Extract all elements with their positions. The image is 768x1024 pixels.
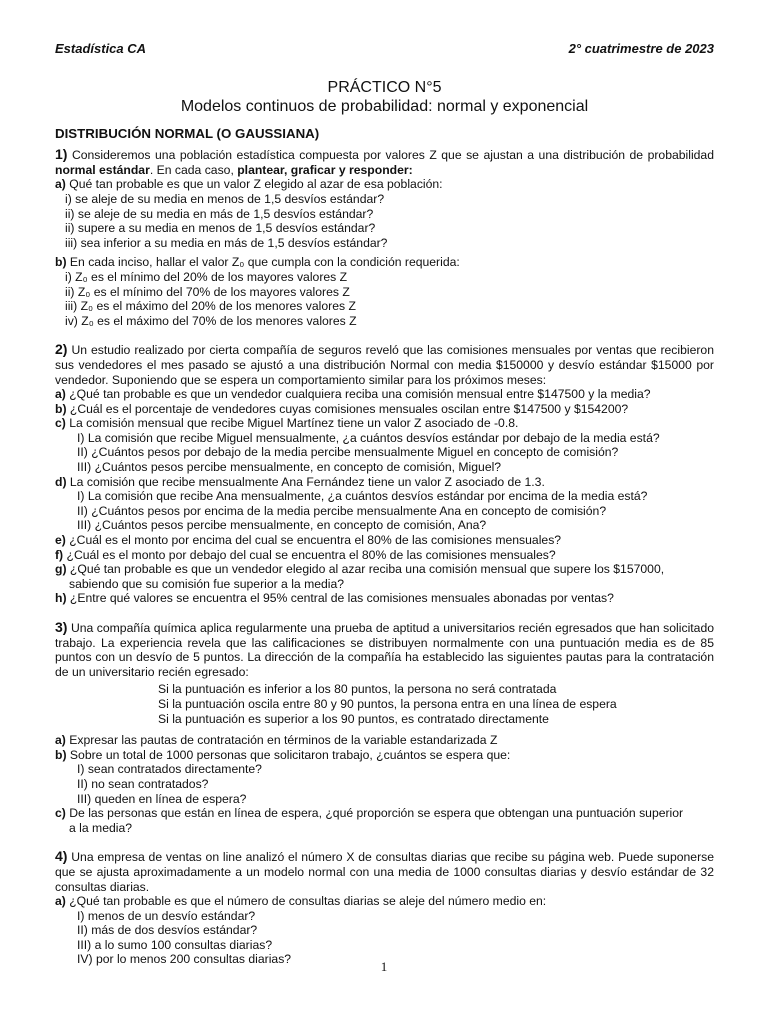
problem-2f: f) ¿Cuál es el monto por debajo del cual se encuentra el 80% de las comisiones mensuales?	[55, 547, 556, 562]
problem-3a: a) Expresar las pautas de contratación en términos de la variable estandarizada Z	[55, 733, 498, 748]
list-item: II) no sean contratados?	[77, 776, 209, 791]
page-subtitle: Modelos continuos de probabilidad: normal y exponencial	[180, 97, 589, 115]
list-item: ii) Z₀ es el mínimo del 70% de los mayores valores Z	[65, 284, 350, 299]
list-item: i) Z₀ es el mínimo del 20% de los mayores valores Z	[65, 269, 348, 284]
problem-2g-cont: sabiendo que su comisión fue superior a la media?	[69, 576, 345, 591]
problem-1b: b) En cada inciso, hallar el valor Z₀ que cumpla con la condición requerida:	[55, 255, 460, 270]
problem-1a: a) Qué tan probable es que un valor Z elegido al azar de esa población:	[55, 177, 443, 192]
list-item: III) a lo sumo 100 consultas diarias?	[77, 937, 273, 952]
problem-2g: g) ¿Qué tan probable es que un vendedor elegido al azar reciba una comisión mensual que supere los $157000,	[55, 562, 665, 577]
page-number: 1	[380, 959, 388, 974]
list-item: i) se aleje de su media en menos de 1,5 desvíos estándar?	[65, 191, 385, 206]
list-item: I) La comisión que recibe Miguel mensualmente, ¿a cuántos desvíos estándar por debajo de la media está?	[77, 430, 660, 445]
problem-2c: c) La comisión mensual que recibe Miguel Martínez tiene un valor Z asociado de -0.8.	[55, 416, 519, 431]
list-item: I) La comisión que recibe Ana mensualmente, ¿a cuántos desvíos estándar por encima de la media está?	[77, 489, 648, 504]
course-name: Estadística CA	[55, 41, 147, 56]
problem-2d: d) La comisión que recibe mensualmente Ana Fernández tiene un valor Z asociado de 1.3.	[55, 474, 545, 489]
header	[55, 42, 714, 57]
document-page	[55, 42, 714, 967]
list-item: II) ¿Cuántos pesos por encima de la media percibe mensualmente Ana en concepto de comisión?	[77, 503, 607, 518]
page-title: PRÁCTICO N°5	[327, 78, 442, 96]
list-item: iii) sea inferior a su media en más de 1,5 desvíos estándar?	[65, 235, 388, 250]
list-item: ii) se aleje de su media en más de 1,5 desvíos estándar?	[65, 206, 374, 221]
list-item: iv) Z₀ es el máximo del 70% de los menores valores Z	[65, 313, 357, 328]
list-item: I) menos de un desvío estándar?	[77, 908, 256, 923]
list-item: II) ¿Cuántos pesos por debajo de la media percibe mensualmente Miguel en concepto de comisión?	[77, 445, 619, 460]
problem-3b: b) Sobre un total de 1000 personas que solicitaron trabajo, ¿cuántos se espera que:	[55, 747, 511, 762]
list-item: III) ¿Cuántos pesos percibe mensualmente, en concepto de comisión, Ana?	[77, 518, 487, 533]
problem-4-intro: 4) Una empresa de ventas on line analizó el número X de consultas diarias que recibe su página web. Puede suponerse que se ajusta aproximadamente a un modelo normal con una media de 1000 consultas diarias y desvío estándar de 32 consultas diarias.	[55, 848, 714, 894]
problem-2h: h) ¿Entre qué valores se encuentra el 95% central de las comisiones mensuales abonadas por ventas?	[55, 591, 614, 606]
problem-2a: a) ¿Qué tan probable es que un vendedor cualquiera reciba una comisión mensual entre $147500 y la media?	[55, 387, 651, 402]
problem-2e: e) ¿Cuál es el monto por encima del cual se encuentra el 80% de las comisiones mensuales?	[55, 533, 562, 548]
problem-4a: a) ¿Qué tan probable es que el número de consultas diarias se aleje del número medio en:	[55, 894, 547, 909]
term: 2° cuatrimestre de 2023	[568, 41, 714, 56]
list-item: II) más de dos desvíos estándar?	[77, 923, 258, 938]
hiring-rules	[55, 682, 714, 726]
list-item: iii) Z₀ es el máximo del 20% de los menores valores Z	[65, 299, 356, 314]
problem-2b: b) ¿Cuál es el porcentaje de vendedores cuyas comisiones mensuales oscilan entre $147500 y $154200?	[55, 401, 629, 416]
section-heading: DISTRIBUCIÓN NORMAL (O GAUSSIANA)	[55, 125, 320, 141]
list-item: III) queden en línea de espera?	[77, 791, 247, 806]
rule-item: Si la puntuación oscila entre 80 y 90 puntos, la persona entra en una línea de espera	[158, 696, 617, 711]
list-item: III) ¿Cuántos pesos percibe mensualmente, en concepto de comisión, Miguel?	[77, 460, 502, 475]
list-item: I) sean contratados directamente?	[77, 762, 262, 777]
problem-3c: c) De las personas que están en línea de espera, ¿qué proporción se espera que obtengan una puntuación superior	[55, 806, 684, 821]
problem-3-intro: 3) Una compañía química aplica regularmente una prueba de aptitud a universitarios recién egresados que han solicitado trabajo. La experiencia revela que las calificaciones se distribuyen normalmente con una puntuación media es de 85 puntos con un desvío de 5 puntos. La dirección de la compañía ha establecido las siguientes pautas para la contratación de un universitario recién egresado:	[55, 619, 714, 679]
rule-item: Si la puntuación es superior a los 90 puntos, es contratado directamente	[158, 711, 549, 726]
problem-1-intro: 1) Consideremos una población estadística compuesta por valores Z que se ajustan a una distribución de probabilidad normal estándar. En cada caso, plantear, graficar y responder:	[55, 146, 714, 177]
problem-3c-cont: a la media?	[69, 820, 133, 835]
rule-item: Si la puntuación es inferior a los 80 puntos, la persona no será contratada	[158, 682, 557, 697]
problem-2-intro: 2) Un estudio realizado por cierta compañía de seguros reveló que las comisiones mensuales por ventas que recibieron sus vendedores el mes pasado se ajustó a una distribución Normal con media $150000 y desvío estándar $15000 por vendedor. Suponiendo que se espera un comportamiento similar para los próximos meses:	[55, 341, 714, 387]
list-item: IV) por lo menos 200 consultas diarias?	[77, 952, 292, 967]
list-item: ii) supere a su media en menos de 1,5 desvíos estándar?	[65, 221, 376, 236]
